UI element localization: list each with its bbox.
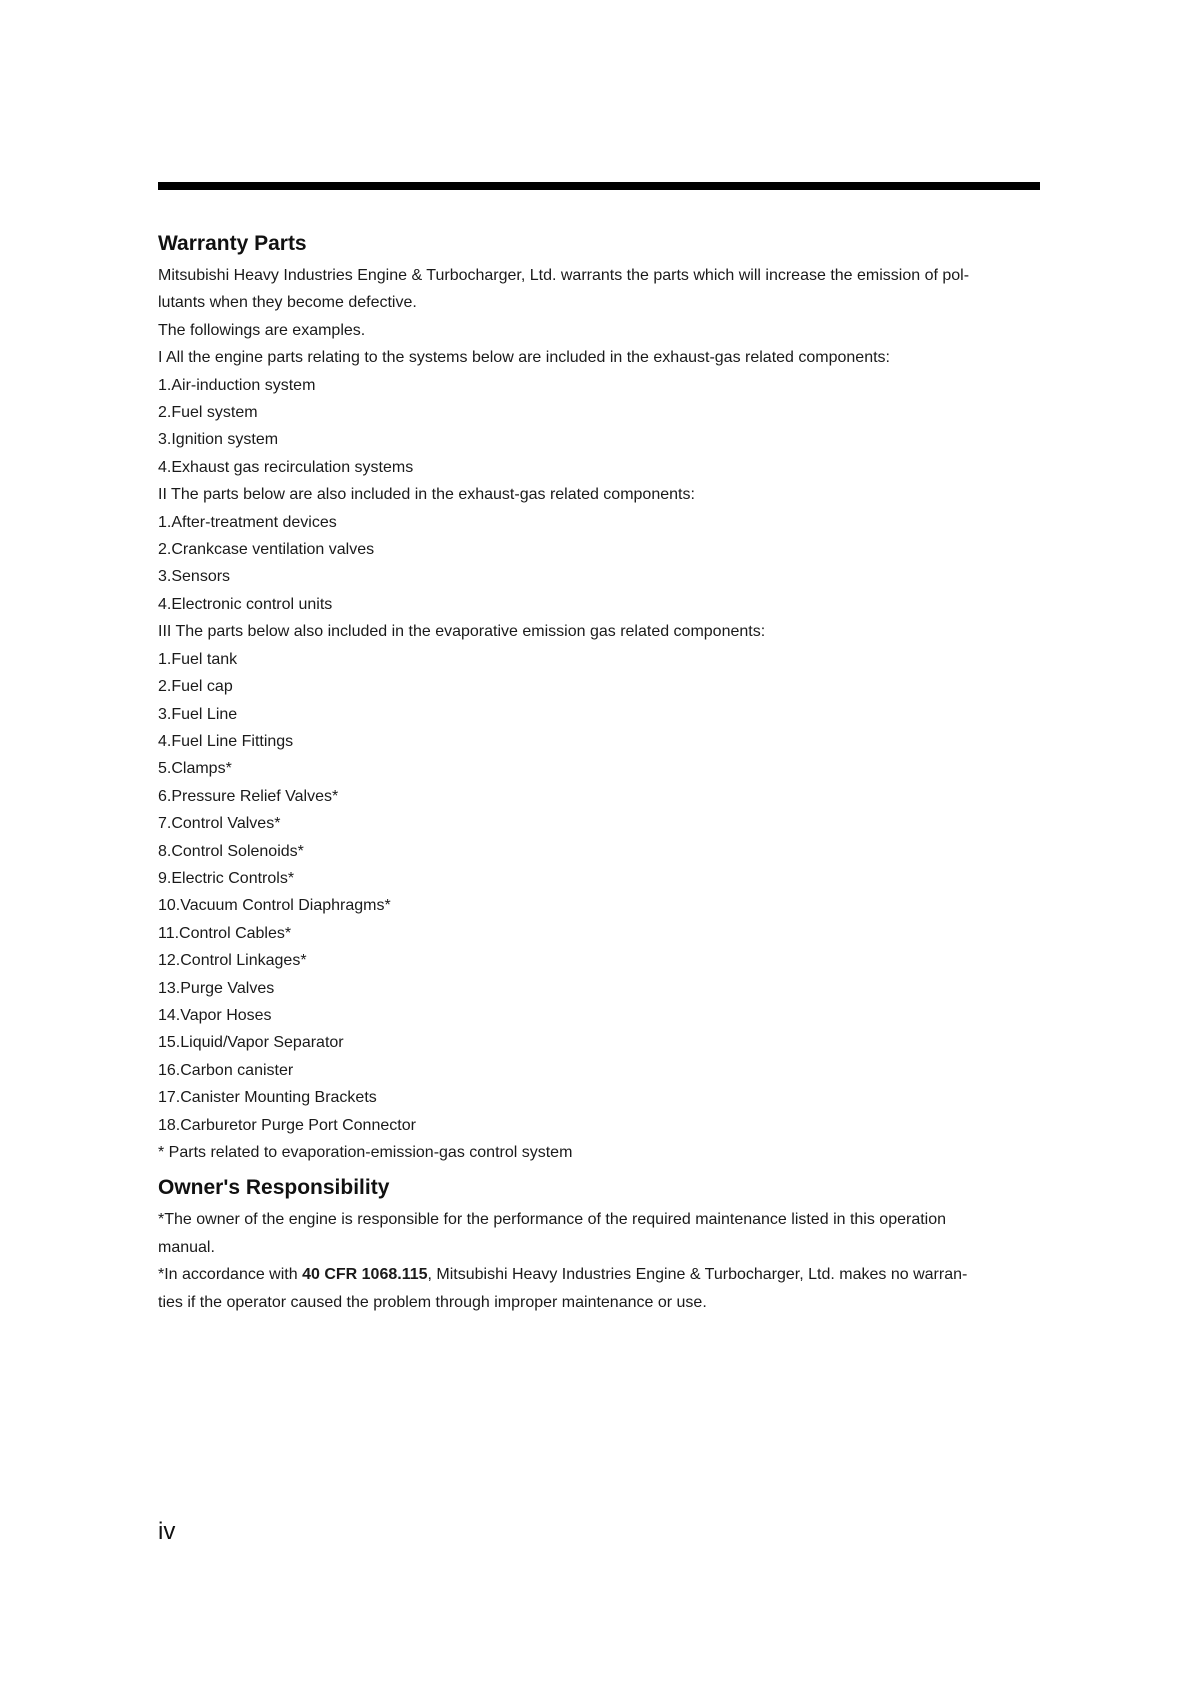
owner-para-1-line-2: manual. (158, 1238, 215, 1256)
warranty-intro-line-2: lutants when they become defective. (158, 294, 417, 312)
list-item: 11.Control Cables* (158, 924, 292, 942)
list-item: 13.Purge Valves (158, 979, 275, 997)
owners-responsibility-heading: Owner's Responsibility (158, 1176, 390, 1200)
group-2-list (158, 509, 1042, 619)
warranty-intro-line-3: The followings are examples. (158, 321, 366, 339)
group-1-list (158, 372, 1042, 482)
list-item: 15.Liquid/Vapor Separator (158, 1034, 344, 1052)
list-item: 9.Electric Controls* (158, 869, 295, 887)
list-item: 5.Clamps* (158, 760, 232, 778)
warranty-parts-heading: Warranty Parts (158, 232, 307, 255)
list-item: 4.Exhaust gas recirculation systems (158, 458, 414, 476)
list-item: 10.Vacuum Control Diaphragms* (158, 897, 391, 915)
list-item: 1.Air-induction system (158, 376, 316, 394)
list-item: 4.Electronic control units (158, 595, 333, 613)
list-item: 17.Canister Mounting Brackets (158, 1089, 377, 1107)
list-item: 2.Crankcase ventilation valves (158, 541, 375, 559)
list-item: 1.After-treatment devices (158, 513, 337, 531)
warranty-intro-line-1: Mitsubishi Heavy Industries Engine & Turbocharger, Ltd. warrants the parts which will increase the emission of pol- (158, 267, 970, 284)
list-item: 2.Fuel system (158, 404, 258, 422)
group-3-list (158, 646, 1042, 1139)
group-3-title: III The parts below also included in the evaporative emission gas related components: (158, 623, 766, 641)
top-rule (158, 182, 1040, 190)
owner-para-2-line-2: ties if the operator caused the problem through improper maintenance or use. (158, 1293, 707, 1311)
list-item: 4.Fuel Line Fittings (158, 732, 294, 750)
group-1-title: I All the engine parts relating to the systems below are included in the exhaust-gas related components: (158, 349, 890, 367)
list-item: 6.Pressure Relief Valves* (158, 787, 339, 805)
owner-para-2-prefix: *In accordance with (158, 1266, 303, 1284)
list-item: 3.Fuel Line (158, 705, 238, 723)
regulation-reference: 40 CFR 1068.115 (302, 1266, 428, 1284)
owner-para-1-line-1: *The owner of the engine is responsible for the performance of the required maintenance listed in this operation (158, 1211, 947, 1229)
list-item: 16.Carbon canister (158, 1061, 294, 1079)
evaporation-footnote: * Parts related to evaporation-emission-gas control system (158, 1144, 573, 1161)
list-item: 12.Control Linkages* (158, 952, 307, 970)
page-content (158, 228, 1042, 1316)
page-number: iv (158, 1518, 176, 1545)
list-item: 14.Vapor Hoses (158, 1006, 272, 1024)
list-item: 1.Fuel tank (158, 650, 238, 668)
list-item: 3.Ignition system (158, 431, 279, 449)
list-item: 7.Control Valves* (158, 815, 281, 833)
list-item: 18.Carburetor Purge Port Connector (158, 1116, 416, 1134)
list-item: 3.Sensors (158, 568, 231, 586)
list-item: 8.Control Solenoids* (158, 842, 304, 860)
owner-para-2-suffix: , Mitsubishi Heavy Industries Engine & Turbocharger, Ltd. makes no warran- (427, 1266, 968, 1284)
owner-para-2-line-1 (158, 1261, 1042, 1288)
group-2-title: II The parts below are also included in the exhaust-gas related components: (158, 486, 695, 504)
list-item: 2.Fuel cap (158, 678, 233, 696)
